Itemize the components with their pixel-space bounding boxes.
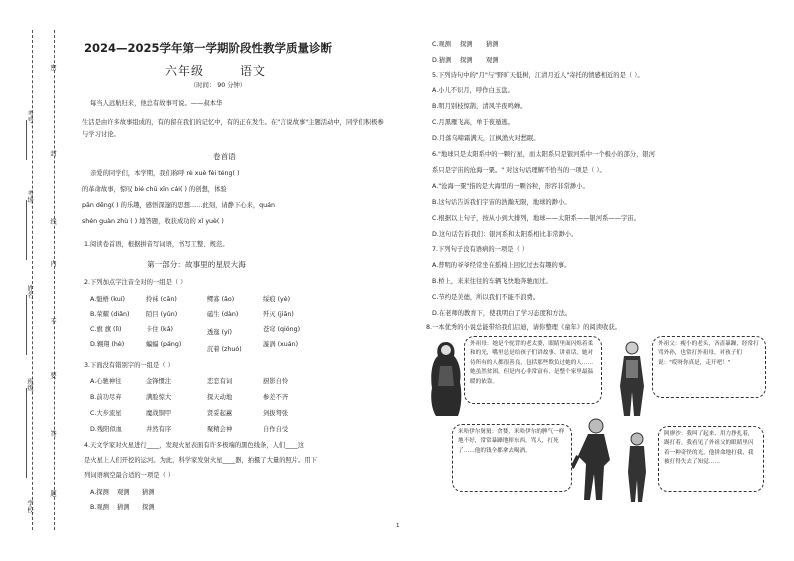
q2-option: A.魁梧 (kuí) xyxy=(90,296,125,303)
q3-option: 参差不齐 xyxy=(263,394,289,401)
school-label: 学校： xyxy=(26,500,33,519)
seal-char: 内 xyxy=(49,260,56,267)
q7-option: D.在老师的教育下，使我明白了学习态度和方法。 xyxy=(432,310,572,317)
q3-option: 自作自受 xyxy=(263,426,289,433)
seal-line xyxy=(32,30,33,530)
seal-char: 线 xyxy=(49,218,56,225)
q4-option: D.猜测 xyxy=(432,57,452,64)
grade-label: 六年级 xyxy=(165,64,205,78)
seal-char: 要 xyxy=(49,372,56,379)
q5-option: D.月落乌啼霜满天，江枫渔火对愁眠。 xyxy=(432,135,540,142)
preface-title: 卷首语 xyxy=(213,152,236,161)
q4-option: 猜测 xyxy=(117,504,130,511)
q3-option: 贤妥起蕙 xyxy=(207,410,233,417)
bubble-text-alyosha: 阿廖沙：我叫了起来，用力挣扎着，踢打着。我看见了外祖父的眼睛里闪着一种奇怪的光，他拼命地打我，我被打得失去了知觉…… xyxy=(664,431,754,466)
question-4-line-1: 4.天文学家对火星进行____，发现火星表面有许多极端的黑色线条，人们____这 xyxy=(84,442,305,449)
q4-option: 观测 xyxy=(117,489,130,496)
grandmother-figure xyxy=(426,336,466,418)
q2-option: 卡住 (kǎ) xyxy=(146,326,174,333)
q3-option: 聚精会神 xyxy=(207,426,233,433)
q2-option: 蝙蝠 (páng) xyxy=(146,341,182,348)
time-label: （时间： 90 分钟） xyxy=(190,82,247,89)
q2-option: D.翱翔 (hè) xyxy=(90,341,125,348)
exam-title: 2024—2025学年第一学期阶段性教学质量诊断 xyxy=(84,41,333,55)
question-3: 3.下面没有错别字的一组是（ ） xyxy=(84,362,174,369)
bubble-text-grandmother: 外祖母：她是个驼背的老太婆，眼睛里面闪烁着柔和的光，嘴里总是给孩子们讲故事、讲童话，她对待所有的人都很善良，包括那些欺负过她的人……她虽然贫困，但是内心非常富有，是整个家里最温暖的依靠。 xyxy=(470,341,594,385)
q3-option: A.心驰神往 xyxy=(90,378,122,385)
q6-option: D.这句话告诉我们：银河系和太阳系相比非常渺小。 xyxy=(432,231,578,238)
q5-option: A.小儿不识月，呼作白玉盘。 xyxy=(432,87,514,94)
fill-line xyxy=(26,200,27,260)
seal-line-inner xyxy=(54,30,55,530)
q4-option: B.观测 xyxy=(90,504,109,511)
q4-option: 探测 xyxy=(460,57,473,64)
q2-option: 漩涡 (xuán) xyxy=(263,341,299,348)
q2-option: 鳏寡 (ǎo) xyxy=(207,296,235,303)
opening-quote: 每当人远航归来，他总有故事可说。——叔本华 xyxy=(90,100,223,107)
q2-option: 沉着 (zhuó) xyxy=(207,346,242,353)
question-4-line-2: 是火星上人们开挖的运河。为此，科学家发射火星____器，拍摄了大量的照片。用下 xyxy=(84,457,317,464)
seal-char: 答 xyxy=(49,430,56,437)
seal-char: 题 xyxy=(49,490,56,497)
q2-option: C.旗 旗 (lì) xyxy=(90,326,122,333)
seal-char: 不 xyxy=(49,318,56,325)
q3-option: 厨影自怜 xyxy=(263,378,289,385)
q3-option: 魔战铜甲 xyxy=(146,410,172,417)
q4-option: 探测 xyxy=(460,41,473,48)
fill-line xyxy=(26,295,27,355)
class-label: 班级： xyxy=(26,378,33,397)
preface-line-2: 的革命故事，惊叹 bié chū xīn cái( ) 的创想，体验 xyxy=(82,186,227,193)
q2-option: 歼灭 (jiān) xyxy=(263,311,294,318)
q7-option: C.节约是美德，所以我们不能不浪费。 xyxy=(432,294,540,301)
question-7: 7.下列句子没有语病的一项是（ ） xyxy=(432,246,529,253)
exam-room-label: 考场： xyxy=(26,190,33,209)
q2-option: 透迤 (yí) xyxy=(207,329,232,336)
q3-option: 探天动地 xyxy=(207,394,233,401)
bubble-text-grandfather: 外祖父：瘦小的老头，吝啬暴躁，经常打骂外孙，也常打外祖母，对孩子们说："哎呀你真是，走开吧！" xyxy=(658,341,759,366)
q4-option: 探测 xyxy=(142,504,155,511)
question-6-line-2: 系只是宇宙的沧海一粟。" 对这句话理解不恰当的一项是（ ）。 xyxy=(432,167,606,174)
comic-illustration xyxy=(424,334,768,506)
q3-option: B.前功尽弃 xyxy=(90,394,122,401)
question-2: 2.下列加点字注音全对的一组是（ ） xyxy=(84,279,187,286)
q5-option: B.明月别枝惊鹊，清风半夜鸣蝉。 xyxy=(432,103,527,110)
fill-line xyxy=(26,120,27,160)
seal-char: 封 xyxy=(49,150,56,157)
q4-option: C.观测 xyxy=(432,41,451,48)
q4-option: 猜测 xyxy=(486,41,499,48)
uncle-figure xyxy=(572,416,616,502)
subject-label: 语文 xyxy=(240,64,267,78)
q3-option: C.大步流星 xyxy=(90,410,122,417)
question-4-line-3: 列词语填空最合适的一项是（ ） xyxy=(84,472,175,479)
q5-option: C.月黑雁飞高，单于夜遁逃。 xyxy=(432,119,514,126)
q2-option: B.荣耀 (diǎn) xyxy=(90,311,130,318)
q3-option: 满脸惊大 xyxy=(146,394,172,401)
q2-option: 磕生 (dàn) xyxy=(207,311,239,318)
intro-text: 生活是由许多故事组成的，有的留在我们的记忆中，有的正在发生。在"言说故事"主题活动中，同学们积极参与学习讨论。 xyxy=(82,119,384,138)
fill-line xyxy=(26,388,27,478)
bubble-text-uncle: 米哈伊尔舅舅：贪婪，米哈伊尔的脾气一样地不好，常常暴躁地摔东西，骂人，打死了……他的钱全都拿去喝酒。 xyxy=(458,429,565,454)
q2-option: 拎袜 (cān) xyxy=(146,296,177,303)
question-8: 8.一本优秀的小说总能带给我们启迪，请你整理《童年》的阅读收获。 xyxy=(426,324,621,331)
preface-line-1: 亲爱的同学们，本学期，我们称呼 rè xuè fèi téng( ) xyxy=(90,170,240,177)
q4-option: A.探测 xyxy=(90,489,109,496)
q3-option: 金锋惯注 xyxy=(146,378,172,385)
q7-option: B.桥上，来来往往的车辆飞快地奔驰而过。 xyxy=(432,278,552,285)
q7-option: A.普明的爷爷经常坐在摇椅上回忆过去有趣的事。 xyxy=(432,262,571,269)
q2-option: 苍穹 (qióng) xyxy=(263,326,301,333)
q2-option: 绥痕 (yè) xyxy=(263,296,291,303)
alyosha-figure xyxy=(620,430,654,504)
q4-option: 观测 xyxy=(486,57,499,64)
q3-option: 恋恋有词 xyxy=(207,378,233,385)
seal-char: 密 xyxy=(49,64,56,71)
q2-option: 陌目 (yǔn) xyxy=(146,311,178,318)
page-number: 1 xyxy=(396,523,400,529)
exam-no-label: 考号： xyxy=(26,110,33,129)
q3-option: 剑拔弩张 xyxy=(263,410,289,417)
q4-option: 猜测 xyxy=(142,489,155,496)
preface-line-4: shén guàn zhù ( ) 地答题，收获成功的 xǐ yuè( ) xyxy=(82,218,224,225)
q6-option: A."沧海一粟"指的是大海里的一颗谷粒，形容非常渺小。 xyxy=(432,183,589,190)
question-6-line-1: 6."地球只是太阳系中的一颗行星，而太阳系只是银河系中一个极小的部分，银河 xyxy=(432,151,655,158)
grandfather-figure xyxy=(614,338,650,418)
name-label: 姓名： xyxy=(26,285,33,304)
question-1: 1.阅读卷首语，根据拼音写词语，书写工整、规范。 xyxy=(84,241,229,248)
preface-line-3: pān dēng( ) 的乐趣，感悟深邃的思想……此刻，请静下心来，quán xyxy=(82,202,275,209)
question-5: 5.下列诗句中的"月"与"野旷天低树，江清月近人"寄托的情感相近的是（ ）。 xyxy=(432,72,644,79)
q6-option: C.根据以上句子，按从小到大排列，地球——太阳系——银河系——宇宙。 xyxy=(432,215,640,222)
q3-option: D.残阳似血 xyxy=(90,426,123,433)
q3-option: 井然有序 xyxy=(146,426,172,433)
q6-option: B.这句话告诉我们宇宙的浩瀚无限，地球的渺小。 xyxy=(432,199,571,206)
part-1-title: 第一部分：故事里的星辰大海 xyxy=(147,260,246,269)
